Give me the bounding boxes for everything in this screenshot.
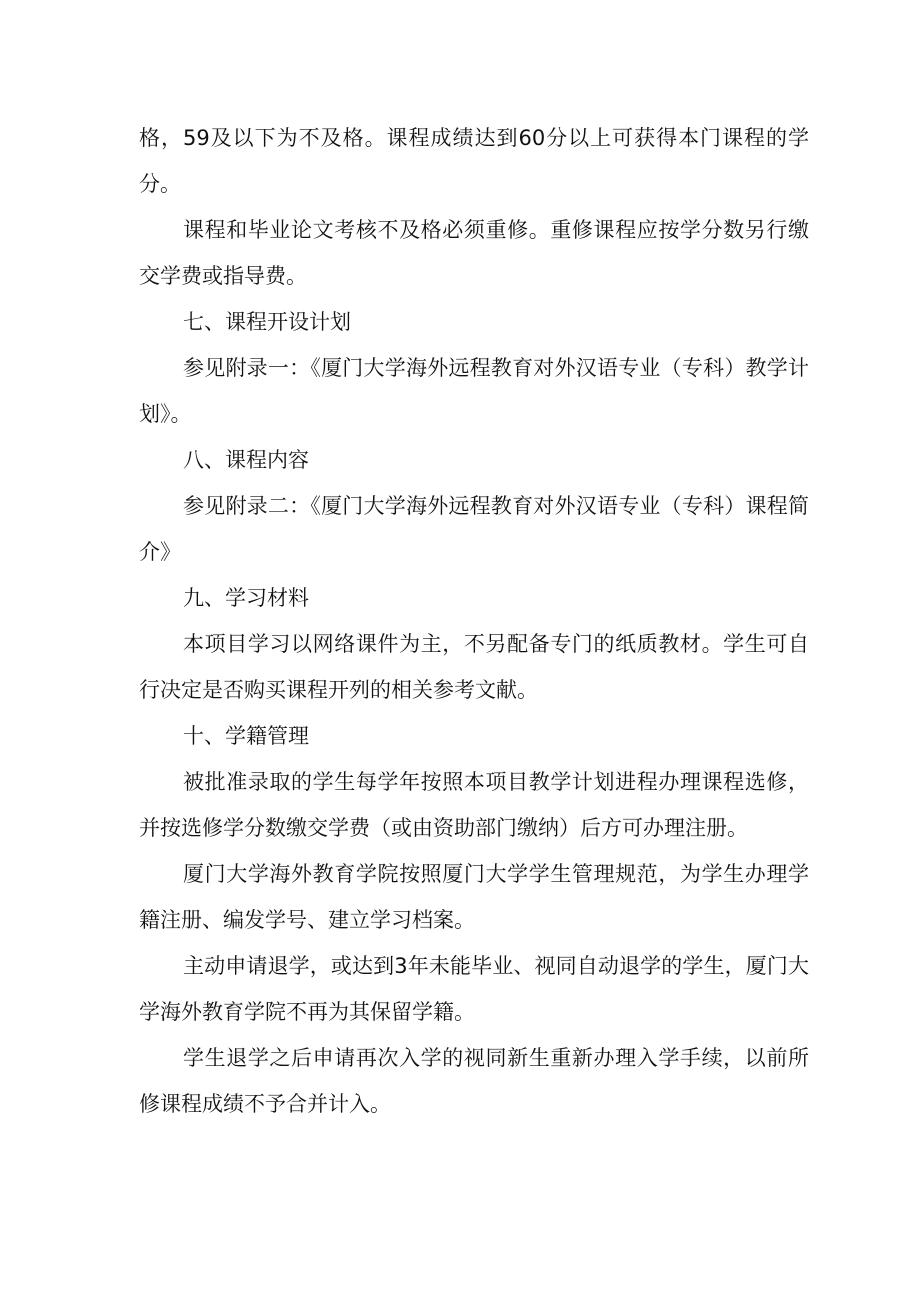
document-body [139,115,809,1127]
heading-student-status: 十、学籍管理 [183,724,309,748]
paragraph-appendix-one: 参见附录一：《厦门大学海外远程教育对外汉语专业（专科）教学计划》。 [139,356,809,426]
heading-study-materials: 九、学习材料 [183,586,309,610]
heading-course-plan: 七、课程开设计划 [183,310,351,334]
heading-course-content: 八、课程内容 [183,448,309,472]
paragraph-grading: 格，59及以下为不及格。课程成绩达到60分以上可获得本门课程的学分。 [139,126,809,196]
paragraph-appendix-two: 参见附录二：《厦门大学海外远程教育对外汉语专业（专科）课程简介》 [139,494,809,564]
paragraph-enrollment-records: 厦门大学海外教育学院按照厦门大学学生管理规范，为学生办理学籍注册、编发学号、建立学习档案。 [139,862,809,932]
paragraph-withdrawal: 主动申请退学，或达到3年未能毕业、视同自动退学的学生，厦门大学海外教育学院不再为其保留学籍。 [139,954,809,1024]
paragraph-materials: 本项目学习以网络课件为主，不另配备专门的纸质教材。学生可自行决定是否购买课程开列的相关参考文献。 [139,632,809,702]
paragraph-retake: 课程和毕业论文考核不及格必须重修。重修课程应按学分数另行缴交学费或指导费。 [139,218,809,288]
paragraph-registration: 被批准录取的学生每学年按照本项目教学计划进程办理课程选修，并按选修学分数缴交学费（或由资助部门缴纳）后方可办理注册。 [139,770,809,840]
paragraph-readmission: 学生退学之后申请再次入学的视同新生重新办理入学手续，以前所修课程成绩不予合并计入。 [139,1046,809,1116]
